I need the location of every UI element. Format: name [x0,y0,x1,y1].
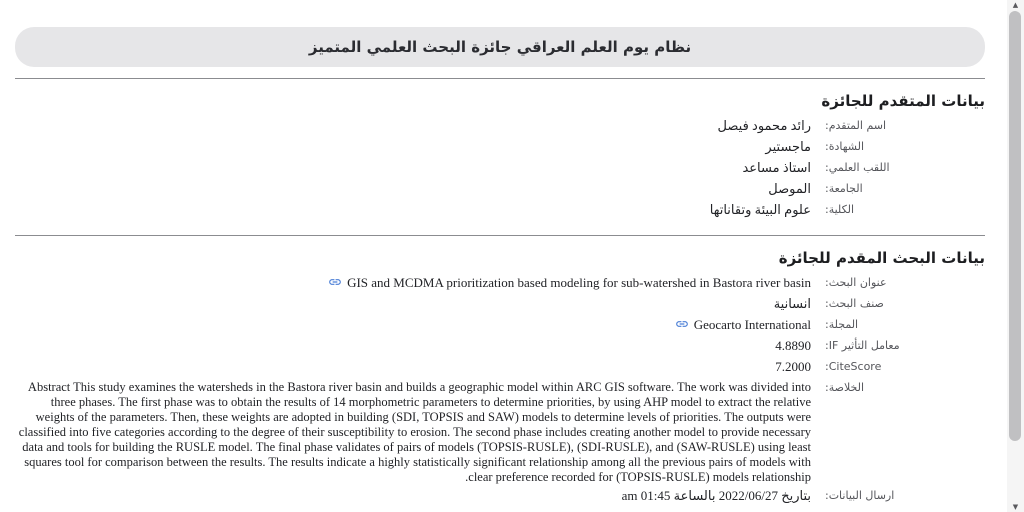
college-label: الكلية: [825,203,855,216]
field-row-applicant-name [15,115,985,136]
academic-title-label: اللقب العلمي: [825,161,890,174]
field-row-research-title [15,272,985,293]
field-row-impact-factor [15,335,985,356]
field-row-citescore [15,356,985,377]
journal-link[interactable] [673,317,811,332]
divider-top [15,78,985,79]
field-row-journal [15,314,985,335]
research-category-label: صنف البحث: [825,297,884,310]
research-section [15,249,985,506]
research-title-value-cell [15,272,811,293]
divider-middle [15,235,985,236]
link-icon [675,317,689,331]
field-row-college [15,199,985,220]
degree-label: الشهادة: [825,140,865,153]
university-label: الجامعة: [825,182,863,195]
citescore-value: 7.2000 [775,359,811,374]
applicant-section-heading: بيانات المتقدم للجائزة [821,92,985,110]
degree-value: ماجستير [765,139,811,154]
vertical-scrollbar[interactable] [1007,0,1024,512]
scrollbar-thumb[interactable] [1009,11,1021,441]
university-value: الموصل [768,181,811,196]
submission-value: بتاريخ 2022/06/27 بالساعة 01:45 am [621,488,811,503]
main-page [15,27,985,512]
research-section-heading: بيانات البحث المقدم للجائزة [778,249,985,267]
field-row-research-category [15,293,985,314]
field-row-academic-title [15,157,985,178]
submission-label: ارسال البيانات: [825,489,895,502]
academic-title-value: استاذ مساعد [742,160,811,175]
app-title: نظام يوم العلم العراقي جائزة البحث العلمي المتميز [308,38,692,56]
college-value: علوم البيئة وتقاناتها [709,202,811,217]
field-row-degree [15,136,985,157]
applicant-name-label: اسم المتقدم: [825,119,887,132]
link-icon [328,275,342,289]
scroll-up-icon[interactable]: ▲ [1012,1,1019,9]
applicant-section [15,92,985,220]
citescore-label: CiteScore: [825,360,882,373]
field-row-submission [15,485,985,506]
research-category-value: انسانية [773,296,811,311]
journal-text: Geocarto International [693,317,811,332]
abstract-value: Abstract This study examines the watersheds in the Bastora river basin and builds a geographic model within ARC GIS software. The work was divided into three phases. The first phase was to obtain the results of 14 morphometric parameters to determine priorities, by using AHP model to extract the relative weights of the parameters. Then, these weights are adopted in building (SDI, TOPSIS and SAW) models to determine levels of priorities. The outputs were classified into five categories according to the degree of their susceptibility to erosion. The second phase includes creating another model to provide necessary data and tools for building the RUSLE model. The final phase validates of pairs of models (TOPSIS-RUSLE), (SDI-RUSLE), and (SAW-RUSLE) using least squares tool for comparison between the results. The results indicate a highly statistically significant relationship among all the previous pairs of models with clear preference recorded for (TOPSIS-RUSLE) models relationship. [18,380,811,484]
abstract-label: الخلاصة: [825,381,865,394]
research-title-text: GIS and MCDMA prioritization based modeling for sub-watershed in Bastora river basin [347,275,811,290]
journal-label: المجلة: [825,318,859,331]
field-row-abstract [15,377,985,485]
app-header-bar [15,27,985,67]
scroll-down-icon[interactable]: ▼ [1012,503,1019,511]
field-row-university [15,178,985,199]
impact-factor-label: معامل التأثير IF: [825,339,900,352]
applicant-name-value: رائد محمود فيصل [717,118,811,133]
research-title-link[interactable] [326,275,811,290]
research-title-label: عنوان البحث: [825,276,887,289]
impact-factor-value: 4.8890 [775,338,811,353]
journal-value-cell [15,314,811,335]
